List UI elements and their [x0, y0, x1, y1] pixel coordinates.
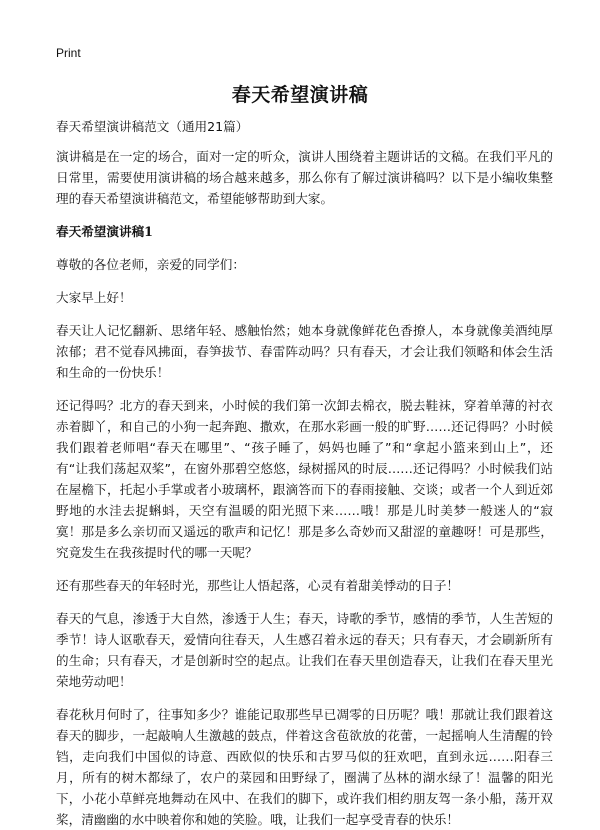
paragraph-greeting: 尊敬的各位老师，亲爱的同学们：: [56, 257, 245, 272]
print-link[interactable]: Print: [56, 46, 81, 60]
document-body: [56, 116, 553, 830]
paragraph-spring-breath: 春天的气息，渗透于大自然，渗透于人生；春天，诗歌的季节，感情的季节，人生苦短的季节！诗人讴歌春天，爱情向往春天，人生感召着永远的春天；只有春天，才会刷新所有的生命；只有春天，才是创新时空的起点。让我们在春天里创造春天，让我们在春天里光荣地劳动吧！: [56, 611, 553, 689]
paragraph-young-days: 还有那些春天的年轻时光，那些让人悟起落，心灵有着甜美悸动的日子！: [56, 578, 459, 593]
paragraph-remember: 还记得吗？北方的春天到来，小时候的我们第一次卸去棉衣，脱去鞋袜，穿着单薄的衬衣赤着脚丫，和自己的小狗一起奔跑、撒欢，在那水彩画一般的旷野……还记得吗？小时候我们跟着老师唱“春天在哪里”、“孩子睡了，妈妈也睡了”和“拿起小篮来到山上”，还有“让我们荡起双桨”，在窗外那碧空悠悠，绿树摇风的时辰……还记得吗？小时候我们站在屋檐下，托起小手掌或者小玻璃杯，跟滴答而下的春雨接触、交谈；或者一个人到近郊野地的水洼去捉蝌蚪，天空有温暖的阳光照下来……哦！那是儿时美梦一般迷人的“寂寞！那是多么亲切而又遥远的歌声和记忆！那是多么奇妙而又甜涩的童趣呀！可是那些，究竟发生在我孩提时代的哪一天呢？: [56, 398, 553, 560]
page-title: 春天希望演讲稿: [231, 84, 369, 106]
intro-paragraph: 演讲稿是在一定的场合，面对一定的听众，演讲人围绕着主题讲话的文稿。在我们平凡的日常里，需要使用演讲稿的场合越来越多，那么你有了解过演讲稿吗？以下是小编收集整理的春天希望演讲稿范文，希望能够帮助到大家。: [56, 149, 553, 206]
section-heading: 春天希望演讲稿1: [56, 224, 153, 239]
paragraph-spring-flowers: 春花秋月何时了，往事知多少？谁能记取那些早已凋零的日历呢？哦！那就让我们跟着这春天的脚步，一起敲响人生激越的鼓点，伴着这含苞欲放的花蕾，一起摇响人生清醒的铃铛，走向我们中国似的诗意、西欧似的快乐和古罗马似的狂欢吧，直到永远……阳春三月，所有的树木都绿了，农户的菜园和田野绿了，圈满了丛林的湖水绿了！温馨的阳光下，小花小草鲜亮地舞动在风中、在我们的脚下，或许我们相约朋友驾一条小船，荡开双桨，清幽幽的水中映着你和她的笑脸。哦，让我们一起享受青春的快乐！: [56, 707, 553, 827]
paragraph-spring-memory: 春天让人记忆翻新、思绪年轻、感触怡然；她本身就像鲜花色香撩人，本身就像美酒纯厚浓郁；君不觉春风拂面，春笋拔节、春雷阵动吗？只有春天，才会让我们领略和体会生活和生命的一份快乐！: [56, 323, 553, 380]
document-subtitle: 春天希望演讲稿范文（通用21篇）: [56, 119, 249, 134]
paragraph-morning: 大家早上好！: [56, 290, 132, 305]
